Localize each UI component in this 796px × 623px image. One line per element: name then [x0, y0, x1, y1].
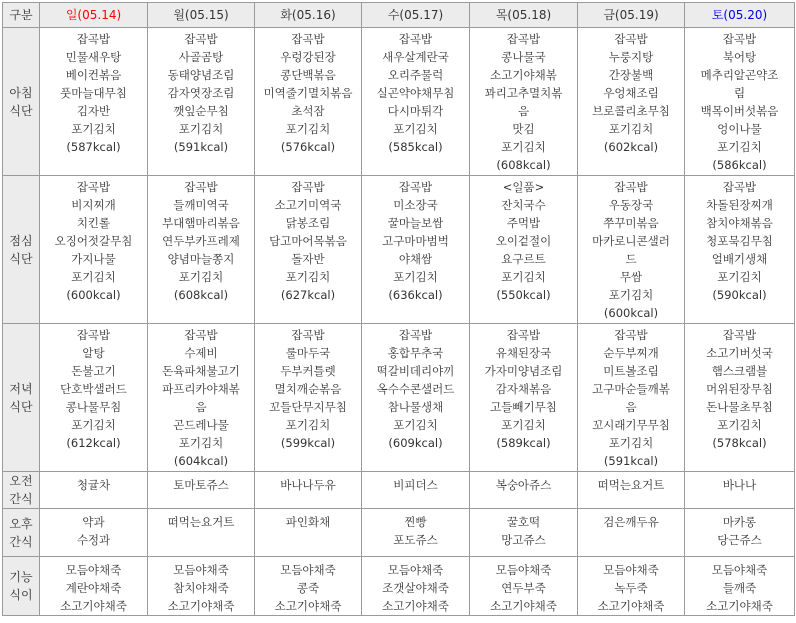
menu-item: 바나나	[722, 478, 757, 492]
menu-item: 검은깨두유	[603, 515, 659, 529]
menu-item: 꼬시래기무무침	[592, 418, 670, 432]
menu-item: 꼬들단무지무침	[269, 400, 347, 414]
menu-item: 실곤약야채무침	[376, 86, 455, 100]
menu-item: 포기김치	[501, 418, 546, 432]
menu-item: 오리주물럭	[387, 68, 444, 82]
menu-item: 돈육파채불고기	[162, 364, 240, 378]
menu-item: 고들빼기무침	[490, 400, 557, 414]
menu-item: 미트볼조림	[603, 364, 659, 378]
menu-item: 수제비	[184, 346, 218, 360]
menu-item: 참치야채죽	[173, 581, 229, 595]
menu-item: 참치야채볶음	[706, 216, 773, 230]
menu-item: (578kcal)	[712, 436, 767, 450]
menu-item: 포기김치	[71, 270, 116, 284]
menu-cell	[255, 28, 362, 176]
menu-item: (612kcal)	[66, 436, 121, 450]
menu-item: 감자엿장조림	[167, 86, 235, 100]
menu-item: 들깨미역국	[173, 198, 229, 212]
menu-item: 청귤차	[76, 478, 111, 492]
menu-cell	[685, 324, 795, 472]
day-header: 일(05.14)	[40, 3, 148, 28]
menu-item: 포기김치	[501, 140, 546, 154]
menu-item: 소고기야채죽	[706, 599, 773, 613]
menu-cell	[685, 509, 795, 557]
menu-item: 비지찌개	[71, 198, 116, 212]
special-diet-row	[3, 557, 795, 616]
menu-cell	[470, 176, 578, 324]
menu-item: 소고기버섯국	[706, 346, 773, 360]
menu-cell	[362, 509, 470, 557]
menu-cell	[255, 472, 362, 509]
menu-item: 잔치국수	[501, 198, 546, 212]
menu-cell	[685, 557, 795, 616]
menu-item: 잡곡밥	[398, 180, 433, 194]
row-label-line: 저녁	[9, 381, 33, 396]
menu-item: 초석잠	[291, 104, 325, 118]
row-label	[3, 324, 40, 472]
menu-item: 잡곡밥	[291, 328, 325, 342]
menu-item: 포기김치	[178, 122, 224, 136]
menu-item: 들깨죽	[722, 581, 757, 595]
row-label	[3, 472, 40, 509]
menu-item: 유채된장국	[495, 346, 552, 360]
menu-item: 모듬야채죽	[65, 563, 122, 577]
menu-cell	[578, 509, 685, 557]
row-label	[3, 28, 40, 176]
menu-item: 포기김치	[608, 436, 654, 450]
menu-cell	[470, 472, 578, 509]
menu-item: (636kcal)	[388, 288, 443, 302]
menu-item: (600kcal)	[66, 288, 121, 302]
menu-item: 떡갈비데리야끼	[376, 364, 455, 378]
menu-item: 파인화채	[285, 515, 331, 529]
menu-item: 순두부찌개	[603, 346, 659, 360]
menu-item: 소고기야채볶	[490, 68, 557, 82]
menu-item: 옥수수콘샐러드	[376, 382, 455, 396]
menu-item: (627kcal)	[280, 288, 336, 302]
menu-item: 떠먹는요거트	[597, 478, 665, 492]
menu-item: 모듬야채죽	[711, 563, 768, 577]
breakfast-row	[3, 28, 795, 176]
menu-cell	[148, 324, 255, 472]
menu-item: 소고기야채죽	[382, 599, 449, 613]
menu-item: 단호박샐러드	[60, 382, 127, 396]
menu-cell	[470, 324, 578, 472]
menu-item: 감자채볶음	[495, 382, 552, 396]
menu-cell	[578, 472, 685, 509]
menu-item: 맛김	[512, 122, 535, 136]
menu-item: 돈불고기	[71, 364, 116, 378]
menu-item: 포기김치	[71, 418, 116, 432]
menu-item: 토마토쥬스	[173, 478, 229, 492]
menu-cell	[578, 176, 685, 324]
menu-item: 망고쥬스	[501, 533, 546, 547]
menu-cell	[578, 324, 685, 472]
menu-item: 주먹밥	[506, 216, 541, 230]
menu-item: 홍합무추국	[387, 346, 444, 360]
menu-cell	[362, 176, 470, 324]
menu-item: 소고기야채죽	[597, 599, 665, 613]
menu-item: 꽈리고추멸치볶	[484, 86, 563, 100]
menu-cell	[578, 557, 685, 616]
menu-item: 포도쥬스	[393, 533, 438, 547]
row-label	[3, 176, 40, 324]
menu-item: 사골곰탕	[178, 50, 224, 64]
menu-item: 콩죽	[296, 581, 320, 595]
menu-item: 연두부카프레제	[162, 234, 240, 248]
menu-item: 미소장국	[393, 198, 438, 212]
menu-item: 잡곡밥	[398, 32, 433, 46]
menu-item: 오이겉절이	[495, 234, 552, 248]
day-header: 화(05.16)	[255, 3, 362, 28]
menu-cell	[148, 509, 255, 557]
menu-item: 차돌된장찌개	[706, 198, 773, 212]
day-header: 수(05.17)	[362, 3, 470, 28]
menu-item: 청포묵김무침	[706, 234, 773, 248]
menu-item: 포기김치	[71, 122, 116, 136]
menu-item: 얼배기생채	[711, 252, 768, 266]
menu-item: 잡곡밥	[184, 180, 218, 194]
menu-item: 포기김치	[178, 436, 224, 450]
menu-item: 메추리알곤약조	[700, 68, 779, 82]
row-label-line: 간식	[9, 492, 33, 506]
menu-item: 고구마마범벅	[382, 234, 449, 248]
menu-item: 연두부죽	[501, 581, 546, 595]
menu-item: 잡곡밥	[722, 32, 757, 46]
menu-item: 멸치깨순볶음	[274, 382, 342, 396]
menu-item: 간장불백	[608, 68, 654, 82]
menu-item: 모듬야채죽	[603, 563, 659, 577]
menu-item: 모듬야채죽	[280, 563, 336, 577]
menu-cell	[40, 509, 148, 557]
menu-item: 고구마순들깨볶	[592, 382, 670, 396]
menu-cell	[255, 324, 362, 472]
menu-item: 베이컨볶음	[65, 68, 122, 82]
menu-item: (576kcal)	[280, 140, 336, 154]
menu-item: 포기김치	[285, 270, 331, 284]
menu-item: 머위된장무침	[706, 382, 773, 396]
menu-item: (600kcal)	[603, 306, 659, 320]
menu-item: 수정과	[76, 533, 111, 547]
menu-item: 잡곡밥	[614, 328, 648, 342]
menu-item: 떠먹는요거트	[167, 515, 235, 529]
day-header: 목(05.18)	[470, 3, 578, 28]
menu-item: 비피더스	[393, 478, 438, 492]
menu-item: (590kcal)	[712, 288, 767, 302]
menu-item: (608kcal)	[173, 288, 229, 302]
menu-item: 음	[195, 400, 207, 414]
menu-item: 가자미양념조림	[484, 364, 563, 378]
menu-item: 참나물생채	[387, 400, 444, 414]
menu-item: 잡곡밥	[184, 32, 218, 46]
menu-item: 드	[625, 252, 637, 266]
menu-item: 꿀호떡	[506, 515, 541, 529]
menu-item: 잡곡밥	[184, 328, 218, 342]
menu-cell	[40, 28, 148, 176]
menu-item: 양념마늘쫑지	[167, 252, 235, 266]
menu-item: 김자반	[76, 104, 111, 118]
table-body	[3, 28, 795, 616]
menu-item: 포기김치	[285, 122, 331, 136]
menu-item: 포기김치	[717, 140, 762, 154]
menu-item: 미역줄기멸치볶음	[263, 86, 353, 100]
menu-item: 닭봉조림	[285, 216, 331, 230]
menu-item: (586kcal)	[712, 158, 767, 172]
menu-item: 포기김치	[608, 122, 654, 136]
menu-item: 콩나물국	[501, 50, 546, 64]
menu-item: (550kcal)	[496, 288, 551, 302]
menu-item: (604kcal)	[173, 454, 229, 468]
day-header: 토(05.20)	[685, 3, 795, 28]
menu-item: 약과	[82, 515, 105, 529]
menu-cell	[40, 324, 148, 472]
dinner-row	[3, 324, 795, 472]
menu-item: 바나나두유	[280, 478, 336, 492]
menu-item: 두부커틀렛	[280, 364, 336, 378]
menu-item: 잡곡밥	[76, 328, 111, 342]
menu-item: 림	[733, 86, 746, 100]
menu-item: 소고기야채죽	[274, 599, 342, 613]
row-label-line: 식단	[9, 103, 33, 118]
menu-item: 쭈꾸미볶음	[603, 216, 659, 230]
menu-item: 담고마어목볶음	[269, 234, 347, 248]
menu-item: 브로콜리초무침	[592, 104, 670, 118]
menu-cell	[148, 176, 255, 324]
menu-item: 잡곡밥	[398, 328, 433, 342]
menu-item: 백목이버섯볶음	[700, 104, 779, 118]
menu-item: 햄스크램블	[711, 364, 768, 378]
menu-item: (599kcal)	[280, 436, 336, 450]
menu-item: 우엉채조림	[603, 86, 659, 100]
menu-cell	[40, 557, 148, 616]
menu-item: 야채쌈	[398, 252, 433, 266]
menu-item: 조갯살야채죽	[382, 581, 449, 595]
menu-item: (602kcal)	[603, 140, 659, 154]
menu-item: 돌자반	[291, 252, 325, 266]
menu-item: 꿀마늘보쌈	[387, 216, 444, 230]
lunch-row	[3, 176, 795, 324]
menu-item: (589kcal)	[496, 436, 551, 450]
menu-item: 풋마늘대무침	[60, 86, 127, 100]
menu-item: 포기김치	[285, 418, 331, 432]
menu-cell	[255, 509, 362, 557]
row-label-line: 식단	[9, 251, 33, 266]
row-label	[3, 557, 40, 616]
menu-cell	[362, 28, 470, 176]
row-label-line: 식이	[9, 588, 33, 602]
menu-item: 음	[517, 104, 530, 118]
menu-item: 잡곡밥	[506, 32, 541, 46]
menu-item: 북어탕	[722, 50, 757, 64]
menu-cell	[362, 324, 470, 472]
menu-cell	[578, 28, 685, 176]
menu-cell	[362, 472, 470, 509]
menu-item: <일품>	[502, 180, 545, 194]
menu-item: 모듬야채죽	[495, 563, 552, 577]
menu-item: 포기김치	[393, 418, 438, 432]
row-label-line: 기능	[9, 570, 33, 584]
menu-cell	[685, 28, 795, 176]
menu-cell	[255, 557, 362, 616]
menu-item: 모듬야채죽	[387, 563, 444, 577]
row-label-line: 간식	[9, 534, 33, 549]
menu-item: 포기김치	[608, 288, 654, 302]
menu-item: 포기김치	[178, 270, 224, 284]
menu-cell	[470, 509, 578, 557]
menu-cell	[470, 28, 578, 176]
menu-item: 소고기야채죽	[490, 599, 557, 613]
row-label	[3, 509, 40, 557]
menu-item: 깻잎순무침	[173, 104, 229, 118]
row-label-line: 아침	[9, 85, 33, 100]
menu-item: 마카로니콘샐러	[592, 234, 670, 248]
menu-item: 파프리카야채볶	[162, 382, 240, 396]
menu-item: 계란야채죽	[65, 581, 122, 595]
menu-item: 요구르트	[501, 252, 546, 266]
menu-item: 무쌈	[619, 270, 643, 284]
menu-item: 룰마두국	[285, 346, 331, 360]
menu-item: 치킨롤	[76, 216, 111, 230]
menu-item: 소고기야채죽	[60, 599, 127, 613]
header-row	[3, 3, 795, 28]
menu-item: (591kcal)	[173, 140, 229, 154]
menu-item: 복숭아쥬스	[495, 478, 552, 492]
menu-item: 당근쥬스	[717, 533, 762, 547]
menu-item: 마카롱	[722, 515, 757, 529]
menu-cell	[148, 28, 255, 176]
menu-item: 녹두죽	[614, 581, 648, 595]
menu-item: 소고기야채죽	[167, 599, 235, 613]
menu-item: 콩나물무침	[65, 400, 122, 414]
menu-item: 포기김치	[717, 418, 762, 432]
menu-item: 잡곡밥	[506, 328, 541, 342]
menu-cell	[685, 176, 795, 324]
menu-item: 엉이나물	[717, 122, 762, 136]
menu-item: (609kcal)	[388, 436, 443, 450]
menu-cell	[255, 176, 362, 324]
menu-cell	[685, 472, 795, 509]
menu-item: 모듬야채죽	[173, 563, 229, 577]
menu-item: 가지나물	[71, 252, 116, 266]
menu-item: 찐빵	[404, 515, 427, 529]
menu-item: 잡곡밥	[76, 180, 111, 194]
day-header: 월(05.15)	[148, 3, 255, 28]
menu-cell	[40, 176, 148, 324]
menu-cell	[40, 472, 148, 509]
menu-item: 곤드레나물	[173, 418, 229, 432]
menu-item: 돈나물초무침	[706, 400, 773, 414]
menu-item: 포기김치	[393, 122, 438, 136]
meal-plan-table	[2, 2, 795, 616]
row-label-line: 오후	[9, 516, 33, 531]
menu-item: 콩단백볶음	[280, 68, 336, 82]
row-label-line: 점심	[9, 233, 33, 248]
menu-item: (591kcal)	[603, 454, 659, 468]
corner-header: 구분	[3, 3, 40, 28]
menu-item: 민물새우탕	[65, 50, 122, 64]
row-label-line: 오전	[9, 474, 33, 488]
menu-item: 다시마튀각	[387, 104, 444, 118]
menu-item: 잡곡밥	[614, 32, 648, 46]
menu-item: 우동장국	[608, 198, 654, 212]
row-label-line: 식단	[9, 399, 33, 414]
menu-cell	[148, 472, 255, 509]
menu-item: 잡곡밥	[614, 180, 648, 194]
menu-item: 포기김치	[501, 270, 546, 284]
menu-cell	[148, 557, 255, 616]
menu-item: 소고기미역국	[274, 198, 342, 212]
menu-item: 부대햄마리볶음	[162, 216, 240, 230]
menu-item: 잡곡밥	[722, 328, 757, 342]
menu-item: 잡곡밥	[76, 32, 111, 46]
menu-item: (585kcal)	[388, 140, 443, 154]
menu-item: (587kcal)	[66, 140, 121, 154]
menu-item: 우렁강된장	[280, 50, 336, 64]
menu-item: 잡곡밥	[291, 180, 325, 194]
menu-item: 포기김치	[717, 270, 762, 284]
menu-item: 누룽지탕	[608, 50, 654, 64]
menu-item: 잡곡밥	[722, 180, 757, 194]
menu-item: 오징어젓갈무침	[54, 234, 133, 248]
menu-item: 음	[625, 400, 637, 414]
menu-item: (608kcal)	[496, 158, 551, 172]
day-header: 금(05.19)	[578, 3, 685, 28]
morning-snack-row	[3, 472, 795, 509]
menu-cell	[470, 557, 578, 616]
menu-item: 포기김치	[393, 270, 438, 284]
menu-item: 새우살계란국	[382, 50, 449, 64]
afternoon-snack-row	[3, 509, 795, 557]
menu-cell	[362, 557, 470, 616]
menu-item: 알탕	[82, 346, 105, 360]
menu-item: 잡곡밥	[291, 32, 325, 46]
menu-item: 동태양념조림	[167, 68, 235, 82]
